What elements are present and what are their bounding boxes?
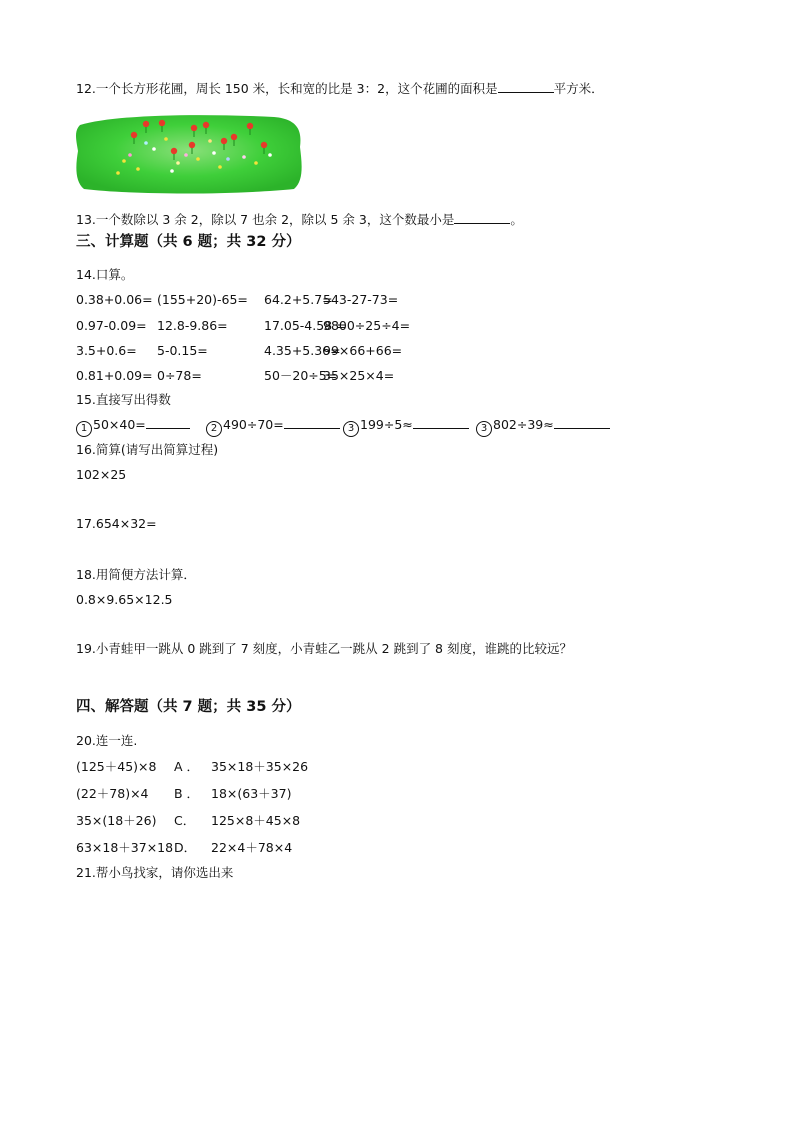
- question-18-title: 18.用简便方法计算．: [76, 567, 196, 582]
- small-flower-icon: [136, 167, 140, 171]
- matching-left-expr: (125＋45)×8: [76, 759, 157, 774]
- mental-math-item: (155+20)-65=: [157, 292, 248, 307]
- q15-item: [76, 416, 190, 437]
- flower-icon: [231, 134, 237, 140]
- matching-left-expr: (22＋78)×4: [76, 786, 149, 801]
- garden-image: [74, 111, 304, 195]
- flower-icon: [143, 121, 149, 127]
- question-13: [76, 211, 523, 228]
- small-flower-icon: [144, 141, 148, 145]
- mental-math-item: 3.5+0.6=: [76, 343, 137, 358]
- mental-math-item: 9800÷25÷4=: [323, 318, 411, 333]
- q15-expr: 490÷70=: [223, 417, 284, 432]
- flower-icon: [203, 122, 209, 128]
- flower-icon: [247, 123, 253, 129]
- question-12-text: 12.一个长方形花圃，周长 150 米，长和宽的比是 3：2，这个花圃的面积是: [76, 81, 498, 96]
- mental-math-item: 50－20÷5=: [264, 368, 338, 383]
- small-flower-icon: [242, 155, 246, 159]
- small-flower-icon: [152, 147, 156, 151]
- question-12: [76, 80, 604, 97]
- mental-math-item: 64.2+5.7=: [264, 292, 333, 307]
- question-14-title: 14.口算。: [76, 267, 134, 282]
- small-flower-icon: [208, 139, 212, 143]
- q15-item: [206, 416, 340, 437]
- question-16-title: 16.简算(请写出简算过程): [76, 442, 219, 457]
- matching-right-expr: 22×4＋78×4: [211, 840, 293, 855]
- matching-left-expr: 63×18＋37×18: [76, 840, 174, 855]
- question-20-title: 20.连一连.: [76, 733, 138, 748]
- circled-number: 3: [343, 421, 359, 437]
- answer-blank[interactable]: [498, 80, 554, 93]
- small-flower-icon: [164, 137, 168, 141]
- matching-right-expr: 18×(63＋37): [211, 786, 292, 801]
- mental-math-row: [76, 292, 636, 308]
- small-flower-icon: [226, 157, 230, 161]
- question-18-expr: 0.8×9.65×12.5: [76, 592, 173, 607]
- q15-expr: 199÷5≈: [360, 417, 413, 432]
- small-flower-icon: [170, 169, 174, 173]
- question-21-title: 21.帮小鸟找家，请你选出来: [76, 865, 234, 880]
- question-15-items: [76, 416, 636, 432]
- mental-math-item: 5-0.15=: [157, 343, 208, 358]
- mental-math-item: 35×25×4=: [323, 368, 395, 383]
- matching-option-letter: D．: [174, 840, 197, 855]
- answer-blank[interactable]: [554, 416, 610, 429]
- mental-math-item: 0.97-0.09=: [76, 318, 147, 333]
- matching-row: [76, 813, 636, 829]
- flower-icon: [189, 142, 195, 148]
- q15-expr: 802÷39≈: [493, 417, 554, 432]
- small-flower-icon: [116, 171, 120, 175]
- small-flower-icon: [212, 151, 216, 155]
- section-3-heading: 三、计算题（共 6 题；共 32 分）: [76, 234, 301, 250]
- small-flower-icon: [218, 165, 222, 169]
- q15-expr: 50×40=: [93, 417, 146, 432]
- question-15-title: 15.直接写出得数: [76, 392, 171, 407]
- mental-math-item: 99×66+66=: [323, 343, 403, 358]
- flower-icon: [171, 148, 177, 154]
- small-flower-icon: [122, 159, 126, 163]
- matching-left-expr: 35×(18＋26): [76, 813, 157, 828]
- small-flower-icon: [184, 153, 188, 157]
- flower-icon: [131, 132, 137, 138]
- question-13-text: 13.一个数除以 3 余 2，除以 7 也余 2，除以 5 余 3，这个数最小是: [76, 212, 455, 227]
- question-13-suffix: 。: [510, 212, 523, 227]
- circled-number: 3: [476, 421, 492, 437]
- q15-item: [343, 416, 469, 437]
- mental-math-row: [76, 368, 636, 384]
- question-19: 19.小青蛙甲一跳从 0 跳到了 7 刻度，小青蛙乙一跳从 2 跳到了 8 刻度，谁跳的比较远？: [76, 641, 572, 656]
- q15-item: [476, 416, 610, 437]
- mental-math-item: 12.8-9.86=: [157, 318, 228, 333]
- small-flower-icon: [176, 161, 180, 165]
- answer-blank[interactable]: [454, 211, 510, 224]
- small-flower-icon: [254, 161, 258, 165]
- matching-right-expr: 35×18＋35×26: [211, 759, 309, 774]
- question-17-expr: 17.654×32=: [76, 516, 157, 531]
- matching-row: [76, 786, 636, 802]
- flower-icon: [221, 138, 227, 144]
- mental-math-item: 17.05-4.58 =: [264, 318, 347, 333]
- mental-math-item: 0.81+0.09=: [76, 368, 153, 383]
- small-flower-icon: [128, 153, 132, 157]
- matching-row: [76, 759, 636, 775]
- mental-math-row: [76, 318, 636, 334]
- answer-blank[interactable]: [146, 416, 190, 429]
- mental-math-item: 0÷78=: [157, 368, 202, 383]
- matching-right-expr: 125×8＋45×8: [211, 813, 301, 828]
- question-16-expr: 102×25: [76, 467, 127, 482]
- flower-icon: [191, 125, 197, 131]
- flower-icon: [261, 142, 267, 148]
- matching-option-letter: C．: [174, 813, 196, 828]
- answer-blank[interactable]: [413, 416, 469, 429]
- small-flower-icon: [268, 153, 272, 157]
- mental-math-item: 543-27-73=: [323, 292, 399, 307]
- small-flower-icon: [196, 157, 200, 161]
- matching-option-letter: B ．: [174, 786, 200, 801]
- matching-row: [76, 840, 636, 856]
- mental-math-item: 4.35+5.36=: [264, 343, 341, 358]
- answer-blank[interactable]: [284, 416, 340, 429]
- mental-math-item: 0.38+0.06=: [76, 292, 153, 307]
- circled-number: 1: [76, 421, 92, 437]
- circled-number: 2: [206, 421, 222, 437]
- question-12-suffix: 平方米．: [553, 81, 604, 96]
- mental-math-row: [76, 343, 636, 359]
- flower-icon: [159, 120, 165, 126]
- matching-option-letter: A ．: [174, 759, 200, 774]
- section-4-heading: 四、解答题（共 7 题；共 35 分）: [76, 699, 301, 715]
